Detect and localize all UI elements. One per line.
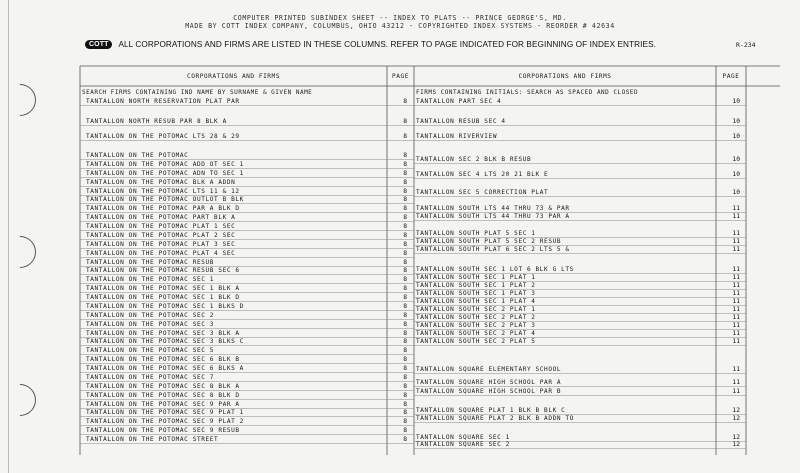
right-entry-page: 11 [732, 246, 740, 253]
right-entry-name: TANTALLON SOUTH SEC 2 PLAT 1 [416, 306, 536, 313]
right-entry-page: 11 [732, 230, 740, 237]
left-entry-name: TANTALLON ON THE POTOMAC LTS 28 & 29 [86, 133, 240, 140]
left-entry-name: TANTALLON ON THE POTOMAC LTS 11 & 12 [86, 188, 240, 195]
left-entry-name: TANTALLON ON THE POTOMAC PLAT 1 SEC [86, 223, 236, 230]
left-entry-page: 8 [403, 409, 407, 416]
left-entry-page: 8 [403, 133, 407, 140]
right-entry-name: TANTALLON SQUARE HIGH SCHOOL PAR B [416, 388, 562, 395]
left-search-instruction: SEARCH FIRMS CONTAINING IND NAME BY SURNAME & GIVEN NAME [82, 89, 313, 96]
left-entry-page: 8 [403, 232, 407, 239]
left-entry-name: TANTALLON ON THE POTOMAC SEC 6 BLKS A [86, 365, 244, 372]
left-entry-name: TANTALLON ON THE POTOMAC [86, 152, 189, 159]
right-entry-page: 11 [732, 298, 740, 305]
left-entry-page: 8 [403, 418, 407, 425]
left-entry-page: 8 [403, 196, 407, 203]
right-entry-page: 12 [732, 441, 740, 448]
right-entry-name: TANTALLON SOUTH SEC 2 PLAT 4 [416, 330, 536, 337]
left-entry-page: 8 [403, 118, 407, 125]
left-entry-page: 8 [403, 338, 407, 345]
right-entry-name: TANTALLON SOUTH SEC 2 PLAT 2 [416, 314, 536, 321]
left-entry-name: TANTALLON ON THE POTOMAC PLAT 4 SEC [86, 250, 236, 257]
left-entry-name: TANTALLON ON THE POTOMAC SEC 7 [86, 374, 215, 381]
left-entry-name: TANTALLON ON THE POTOMAC PLAT 3 SEC [86, 241, 236, 248]
left-entry-page: 8 [403, 98, 407, 105]
left-entry-page: 8 [403, 436, 407, 443]
left-page-header: PAGE [392, 73, 409, 80]
left-entry-page: 8 [403, 312, 407, 319]
left-entry-name: TANTALLON ON THE POTOMAC ADN TO SEC 1 [86, 170, 244, 177]
left-entry-name: TANTALLON ON THE POTOMAC SEC 8 BLK A [86, 383, 240, 390]
left-entry-name: TANTALLON ON THE POTOMAC SEC 9 PLAT 2 [86, 418, 244, 425]
right-entry-name: TANTALLON SOUTH PLAT 5 SEC 1 [416, 230, 536, 237]
left-entry-name: TANTALLON ON THE POTOMAC RESUB [86, 259, 215, 266]
right-entry-name: TANTALLON SOUTH SEC 1 PLAT 4 [416, 298, 536, 305]
right-entry-page: 12 [732, 434, 740, 441]
left-entry-page: 8 [403, 179, 407, 186]
left-entry-name: TANTALLON ON THE POTOMAC STREET [86, 436, 219, 443]
right-entry-name: TANTALLON SOUTH SEC 2 PLAT 3 [416, 322, 536, 329]
left-entry-name: TANTALLON ON THE POTOMAC SEC 1 BLK D [86, 294, 240, 301]
right-entry-name: TANTALLON SEC 2 BLK B RESUB [416, 156, 532, 163]
right-entry-name: TANTALLON SOUTH LTS 44 THRU 73 PAR A [416, 213, 570, 220]
left-entry-name: TANTALLON NORTH RESUB PAR 8 BLK A [86, 118, 227, 125]
left-entry-name: TANTALLON ON THE POTOMAC RESUB SEC 6 [86, 267, 240, 274]
left-entry-page: 8 [403, 401, 407, 408]
left-entry-name: TANTALLON ON THE POTOMAC SEC 1 [86, 276, 215, 283]
right-search-instruction: FIRMS CONTAINING INITIALS: SEARCH AS SPACED AND CLOSED [416, 89, 639, 96]
left-entry-name: TANTALLON ON THE POTOMAC SEC 1 BLK A [86, 285, 240, 292]
right-entry-page: 11 [732, 338, 740, 345]
left-entry-page: 8 [403, 259, 407, 266]
left-entry-page: 8 [403, 170, 407, 177]
right-entry-page: 11 [732, 366, 740, 373]
left-entry-name: TANTALLON ON THE POTOMAC SEC 9 PAR A [86, 401, 240, 408]
left-entry-page: 8 [403, 383, 407, 390]
right-entry-name: TANTALLON PART SEC 4 [416, 98, 502, 105]
left-entry-name: TANTALLON ON THE POTOMAC SEC 5 [86, 347, 215, 354]
right-entry-name: TANTALLON SOUTH SEC 2 PLAT 5 [416, 338, 536, 345]
left-entry-name: TANTALLON ON THE POTOMAC SEC 8 BLK D [86, 392, 240, 399]
right-entry-name: TANTALLON SQUARE HIGH SCHOOL PAR A [416, 379, 562, 386]
right-entry-page: 10 [732, 171, 740, 178]
left-entry-page: 8 [403, 303, 407, 310]
left-entry-page: 8 [403, 188, 407, 195]
left-entry-page: 8 [403, 321, 407, 328]
left-entry-name: TANTALLON ON THE POTOMAC SEC 3 BLKS C [86, 338, 244, 345]
right-entry-page: 10 [732, 156, 740, 163]
left-entry-page: 8 [403, 276, 407, 283]
left-entry-name: TANTALLON ON THE POTOMAC SEC 9 PLAT 1 [86, 409, 244, 416]
right-page-header: PAGE [722, 73, 740, 80]
left-entry-name: TANTALLON ON THE POTOMAC SEC 9 RESUB [86, 427, 240, 434]
left-entry-page: 8 [403, 427, 407, 434]
left-entry-name: TANTALLON ON THE POTOMAC PLAT 2 SEC [86, 232, 236, 239]
right-entry-name: TANTALLON SOUTH LTS 44 THRU 73 & PAR [416, 205, 570, 212]
right-entry-page: 11 [732, 266, 740, 273]
right-entry-page: 11 [732, 290, 740, 297]
right-entry-name: TANTALLON SOUTH PLAT 6 SEC 2 LTS 5 & [416, 246, 570, 253]
left-entry-page: 8 [403, 365, 407, 372]
right-entry-page: 11 [732, 274, 740, 281]
left-entry-name: TANTALLON ON THE POTOMAC SEC 3 [86, 321, 215, 328]
left-entry-page: 8 [403, 392, 407, 399]
left-column-header: CORPORATIONS AND FIRMS [187, 73, 280, 80]
right-entry-page: 11 [732, 388, 740, 395]
left-entry-name: TANTALLON ON THE POTOMAC SEC 1 BLKS D [86, 303, 244, 310]
right-entry-page: 12 [732, 415, 740, 422]
right-entry-name: TANTALLON SOUTH PLAT 5 SEC 2 RESUB [416, 238, 562, 245]
left-entry-page: 8 [403, 285, 407, 292]
left-entry-page: 8 [403, 214, 407, 221]
sheet-number: R-234 [736, 41, 756, 49]
right-entry-page: 10 [732, 133, 740, 140]
right-column-header: CORPORATIONS AND FIRMS [518, 73, 612, 80]
right-entry-name: TANTALLON SQUARE PLAT 2 BLK B ADDN TO [416, 415, 574, 422]
right-entry-page: 11 [732, 213, 740, 220]
right-entry-page: 11 [732, 322, 740, 329]
right-entry-name: TANTALLON SOUTH SEC 1 PLAT 3 [416, 290, 536, 297]
right-entry-name: TANTALLON SEC 4 LTS 20 21 BLK E [416, 171, 549, 178]
right-entry-name: TANTALLON SEC 5 CORRECTION PLAT [416, 189, 549, 196]
right-entry-page: 11 [732, 282, 740, 289]
sheet-publisher: MADE BY COTT INDEX COMPANY, COLUMBUS, OHIO 43212 - COPYRIGHTED INDEX SYSTEMS - REORDER # 42634 [185, 22, 615, 30]
left-entry-page: 8 [403, 347, 407, 354]
right-entry-page: 11 [732, 306, 740, 313]
left-entry-name: TANTALLON ON THE POTOMAC SEC 3 BLK A [86, 330, 240, 337]
right-entry-page: 11 [732, 379, 740, 386]
left-entry-name: TANTALLON ON THE POTOMAC ADD OT SEC 1 [86, 161, 244, 168]
right-entry-page: 10 [732, 118, 740, 125]
right-entry-page: 11 [732, 205, 740, 212]
left-entry-page: 8 [403, 330, 407, 337]
left-entry-name: TANTALLON ON THE POTOMAC PART BLK A [86, 214, 236, 221]
right-entry-name: TANTALLON SOUTH SEC 1 LOT 6 BLK G LTS [416, 266, 574, 273]
right-entry-name: TANTALLON RIVERVIEW [416, 133, 498, 140]
left-entry-page: 8 [403, 374, 407, 381]
left-entry-page: 8 [403, 152, 407, 159]
right-entry-name: TANTALLON SQUARE PLAT 1 BLK B BLK C [416, 407, 566, 414]
left-entry-name: TANTALLON ON THE POTOMAC OUTLOT B BLK [86, 196, 244, 203]
sheet-title: COMPUTER PRINTED SUBINDEX SHEET -- INDEX TO PLATS -- PRINCE GEORGE'S, MD. [233, 14, 567, 22]
left-entry-page: 8 [403, 267, 407, 274]
banner-text: ALL CORPORATIONS AND FIRMS ARE LISTED IN THESE COLUMNS. REFER TO PAGE INDICATED FOR BEGINNING OF INDEX ENTRIES. [118, 39, 657, 49]
left-entry-page: 8 [403, 161, 407, 168]
left-entry-name: TANTALLON ON THE POTOMAC PAR A BLK D [86, 205, 240, 212]
right-entry-page: 12 [732, 407, 740, 414]
right-entry-name: TANTALLON SOUTH SEC 1 PLAT 1 [416, 274, 536, 281]
left-entry-page: 8 [403, 250, 407, 257]
left-entry-name: TANTALLON NORTH RESERVATION PLAT PAR [86, 98, 240, 105]
left-entry-page: 8 [403, 241, 407, 248]
right-entry-page: 11 [732, 314, 740, 321]
left-entry-page: 8 [403, 223, 407, 230]
left-entry-name: TANTALLON ON THE POTOMAC SEC 2 [86, 312, 215, 319]
right-entry-page: 11 [732, 330, 740, 337]
right-entry-name: TANTALLON SOUTH SEC 1 PLAT 2 [416, 282, 536, 289]
right-entry-name: TANTALLON SQUARE ELEMENTARY SCHOOL [416, 366, 562, 373]
right-entry-page: 10 [732, 98, 740, 105]
left-entry-name: TANTALLON ON THE POTOMAC BLK A ADDN [86, 179, 236, 186]
left-entry-page: 8 [403, 205, 407, 212]
left-entry-page: 8 [403, 356, 407, 363]
right-entry-name: TANTALLON SQUARE SEC 2 [416, 441, 510, 448]
left-entry-name: TANTALLON ON THE POTOMAC SEC 6 BLK B [86, 356, 240, 363]
right-entry-name: TANTALLON RESUB SEC 4 [416, 118, 506, 125]
left-entry-page: 8 [403, 294, 407, 301]
right-entry-page: 11 [732, 238, 740, 245]
right-entry-page: 10 [732, 189, 740, 196]
right-entry-name: TANTALLON SQUARE SEC 1 [416, 434, 510, 441]
cott-logo: COTT [85, 40, 112, 49]
